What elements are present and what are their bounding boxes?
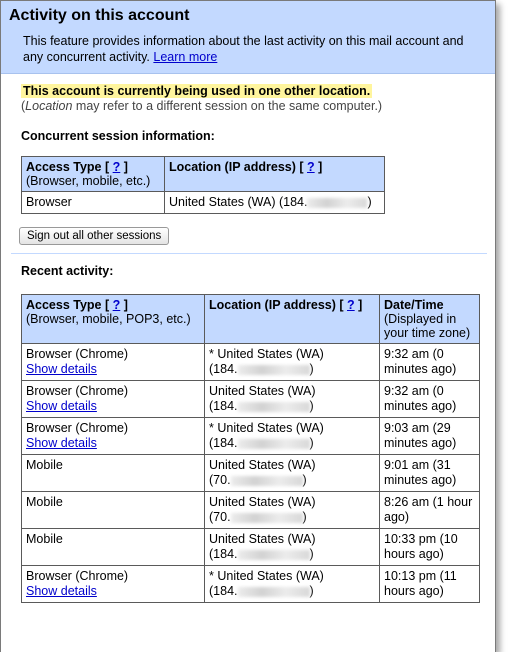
- redacted-ip: [238, 365, 310, 375]
- location-cell: United States (WA) (70. ): [205, 492, 380, 529]
- redacted-ip: [307, 198, 367, 208]
- ip-prefix: (70.: [209, 473, 231, 487]
- concurrent-sessions-table: [21, 156, 385, 214]
- access-type-header: Access Type [ ? ] (Browser, mobile, etc.): [22, 157, 165, 192]
- datetime-sublabel: (Displayed in your time zone): [384, 312, 471, 340]
- panel-header: [1, 1, 495, 74]
- location-cell: * United States (WA) (184. ): [205, 344, 380, 381]
- location-header: Location (IP address) [ ? ]: [205, 295, 380, 344]
- datetime-cell: 10:13 pm (11 hours ago): [380, 566, 480, 603]
- access-type-sublabel: (Browser, mobile, POP3, etc.): [26, 312, 191, 326]
- access-cell: [22, 455, 205, 492]
- redacted-ip: [238, 550, 310, 560]
- access-type-text: Browser (Chrome): [26, 421, 129, 435]
- status-warning: [21, 82, 485, 98]
- access-type-text: Browser (Chrome): [26, 347, 129, 361]
- access-type-label: Access Type: [26, 160, 102, 174]
- show-details-link[interactable]: Show details: [26, 436, 97, 450]
- location-text: United States (WA): [209, 495, 316, 509]
- location-note: [21, 99, 485, 113]
- recent-section-title: Recent activity:: [21, 264, 114, 278]
- table-header-row: [22, 157, 385, 192]
- torn-edge: [1, 622, 496, 652]
- location-cell: United States (WA) (70. ): [205, 455, 380, 492]
- location-label: Location (IP address): [209, 298, 336, 312]
- location-header: Location (IP address) [ ? ]: [165, 157, 385, 192]
- table-row: [22, 455, 480, 492]
- ip-prefix: (184.: [209, 547, 238, 561]
- datetime-cell: 9:32 am (0 minutes ago): [380, 381, 480, 418]
- redacted-ip: [238, 587, 310, 597]
- page-title: Activity on this account: [9, 7, 190, 24]
- access-cell: [22, 566, 205, 603]
- table-header-row: [22, 295, 480, 344]
- access-cell: [22, 381, 205, 418]
- show-details-link[interactable]: Show details: [26, 584, 97, 598]
- table-row: [22, 492, 480, 529]
- location-cell: United States (WA) (184. ): [205, 381, 380, 418]
- location-text: * United States (WA): [209, 421, 324, 435]
- access-cell: Browser: [22, 192, 165, 214]
- access-type-text: Browser (Chrome): [26, 569, 129, 583]
- access-type-sublabel: (Browser, mobile, etc.): [26, 174, 151, 188]
- concurrent-section-title: Concurrent session information:: [21, 129, 215, 143]
- access-type-header: Access Type [ ? ] (Browser, mobile, POP3, etc.): [22, 295, 205, 344]
- location-cell: * United States (WA) (184. ): [205, 566, 380, 603]
- location-text: * United States (WA): [209, 347, 324, 361]
- location-text: United States (WA) (184.: [169, 195, 308, 209]
- ip-prefix: (184.: [209, 584, 238, 598]
- datetime-label: Date/Time: [384, 298, 444, 312]
- access-type-text: Mobile: [26, 495, 63, 509]
- ip-prefix: (184.: [209, 399, 238, 413]
- datetime-cell: 9:03 am (29 minutes ago): [380, 418, 480, 455]
- access-cell: [22, 418, 205, 455]
- redacted-ip: [231, 476, 303, 486]
- table-row: [22, 566, 480, 603]
- section-divider: [11, 253, 487, 254]
- datetime-cell: 8:26 am (1 hour ago): [380, 492, 480, 529]
- table-row: [22, 418, 480, 455]
- table-row: [22, 381, 480, 418]
- access-type-text: Mobile: [26, 532, 63, 546]
- show-details-link[interactable]: Show details: [26, 362, 97, 376]
- recent-activity-table: [21, 294, 480, 603]
- location-cell: United States (WA) (184. ): [165, 192, 385, 214]
- access-cell: [22, 492, 205, 529]
- location-text: * United States (WA): [209, 569, 324, 583]
- panel-content: [1, 74, 495, 603]
- access-type-label: Access Type: [26, 298, 102, 312]
- table-row: [22, 529, 480, 566]
- datetime-cell: 9:01 am (31 minutes ago): [380, 455, 480, 492]
- access-cell: [22, 529, 205, 566]
- location-cell: * United States (WA) (184. ): [205, 418, 380, 455]
- show-details-link[interactable]: Show details: [26, 399, 97, 413]
- note-prefix: (: [21, 99, 26, 113]
- ip-prefix: (70.: [209, 510, 231, 524]
- datetime-cell: 9:32 am (0 minutes ago): [380, 344, 480, 381]
- access-type-text: Browser (Chrome): [26, 384, 129, 398]
- datetime-header: [380, 295, 480, 344]
- concurrent-warning-text: This account is currently being used in one other location.: [23, 84, 371, 98]
- access-cell: [22, 344, 205, 381]
- redacted-ip: [231, 513, 303, 523]
- location-text: United States (WA): [209, 458, 316, 472]
- ip-prefix: (184.: [209, 362, 238, 376]
- ip-prefix: (184.: [209, 436, 238, 450]
- table-row: [22, 192, 385, 214]
- location-text: United States (WA): [209, 532, 316, 546]
- feature-description: [23, 33, 487, 65]
- redacted-ip: [238, 402, 310, 412]
- location-help-link[interactable]: ?: [307, 160, 315, 174]
- learn-more-link[interactable]: Learn more: [153, 50, 218, 64]
- note-suffix: may refer to a different session on the same computer.): [72, 99, 383, 113]
- description-text: This feature provides information about the last activity on this mail account and any concurrent activity.: [23, 34, 464, 64]
- location-label: Location (IP address): [169, 160, 296, 174]
- access-type-help-link[interactable]: ?: [112, 160, 121, 174]
- redacted-ip: [238, 439, 310, 449]
- access-type-help-link[interactable]: ?: [112, 298, 121, 312]
- sign-out-all-button[interactable]: Sign out all other sessions: [19, 227, 169, 245]
- location-text: United States (WA): [209, 384, 316, 398]
- location-help-link[interactable]: ?: [347, 298, 355, 312]
- datetime-cell: 10:33 pm (10 hours ago): [380, 529, 480, 566]
- location-cell: United States (WA) (184. ): [205, 529, 380, 566]
- access-type-text: Mobile: [26, 458, 63, 472]
- table-row: [22, 344, 480, 381]
- note-term: Location: [25, 99, 73, 113]
